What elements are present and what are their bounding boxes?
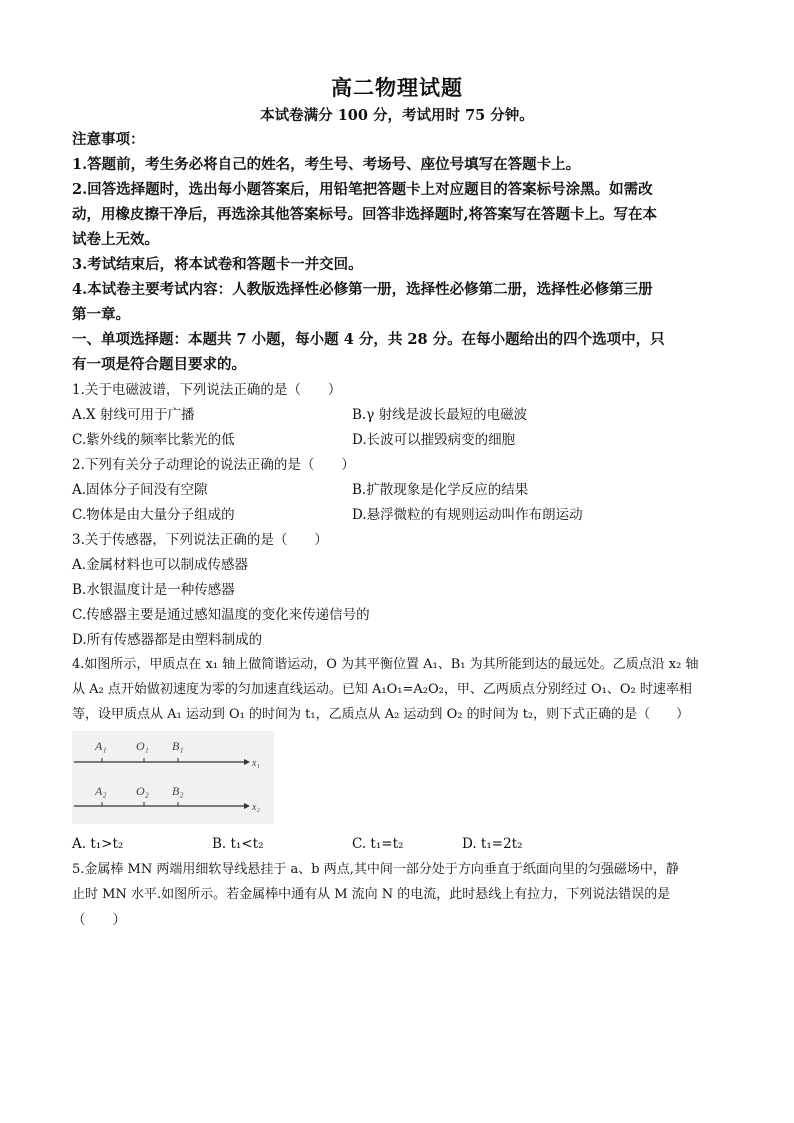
label-a2: A₂ [95,784,107,798]
label-o2: O₂ [136,784,149,798]
question-5-stem-line-2: 止时 MN 水平.如图所示。若金属棒中通有从 M 流向 N 的电流，此时悬线上有拉力，下列说法错误的是 [72,887,671,902]
page-title: 高二物理试题 [331,75,463,100]
question-4-stem-line-3: 等，设甲质点从 A₁ 运动到 O₁ 的时间为 t₁，乙质点从 A₂ 运动到 O₂ 的时间为 t₂，则下式正确的是（ ） [72,707,690,722]
question-1-stem: 1.关于电磁波谱，下列说法正确的是（ ） [72,382,342,398]
label-o1: O₁ [136,739,149,753]
question-4-stem-line-1: 4.如图所示，甲质点在 x₁ 轴上做简谐运动，O 为其平衡位置 A₁、B₁ 为其所能到达的最远处。乙质点沿 x₂ 轴 [72,657,699,672]
section-1-heading-line-2: 有一项是符合题目要求的。 [72,356,246,373]
question-4-option-a: A. t₁>t₂ [72,836,124,852]
notice-heading: 注意事项： [72,131,145,148]
notice-item-2-line-2: 动，用橡皮擦干净后，再选涂其他答案标号。回答非选择题时,将答案写在答题卡上。写在本 [72,206,658,223]
question-4-stem-line-2: 从 A₂ 点开始做初速度为零的匀加速直线运动。已知 A₁O₁=A₂O₂，甲、乙两质点分别经过 O₁、O₂ 时速率相 [72,682,692,697]
question-5-stem-line-3: （ ） [72,912,126,928]
label-b1: B₁ [172,739,184,753]
question-3-option-b: B.水银温度计是一种传感器 [72,582,235,598]
question-2-option-a: A.固体分子间没有空隙 [72,482,208,498]
question-4-option-c: C. t₁=t₂ [352,836,404,852]
axes-diagram [72,731,274,824]
notice-item-4-line-1: 4.本试卷主要考试内容：人教版选择性必修第一册，选择性必修第二册，选择性必修第三册 [72,281,653,298]
exam-info: 本试卷满分 100 分，考试用时 75 分钟。 [260,107,534,124]
x2-arrow-icon [244,803,250,809]
question-3-option-c: C.传感器主要是通过感知温度的变化来传递信号的 [72,607,370,623]
notice-item-2-line-1: 2.回答选择题时，选出每小题答案后，用铅笔把答题卡上对应题目的答案标号涂黑。如需改 [72,181,653,198]
question-3-option-a: A.金属材料也可以制成传感器 [72,557,249,573]
question-3-stem: 3.关于传感器，下列说法正确的是（ ） [72,532,328,548]
question-1-option-b: B.γ 射线是波长最短的电磁波 [352,407,528,423]
x1-arrow-icon [244,759,250,765]
question-5-stem-line-1: 5.金属棒 MN 两端用细软导线悬挂于 a、b 两点,其中间一部分处于方向垂直于纸面向里的匀强磁场中，静 [72,862,679,877]
notice-item-4-line-2: 第一章。 [72,306,130,323]
question-4-option-d: D. t₁=2t₂ [462,836,523,852]
question-4-option-b: B. t₁<t₂ [212,836,264,852]
label-x2: x₂ [252,802,260,813]
question-1-option-a: A.X 射线可用于广播 [72,407,195,423]
label-x1: x₁ [252,758,260,769]
question-2-option-d: D.悬浮微粒的有规则运动叫作布朗运动 [352,507,583,523]
question-2-option-c: C.物体是由大量分子组成的 [72,507,235,523]
question-1-option-d: D.长波可以摧毁病变的细胞 [352,432,516,448]
question-4-figure [72,731,274,824]
notice-item-2-line-3: 试卷上无效。 [72,231,159,248]
question-3-option-d: D.所有传感器都是由塑料制成的 [72,632,263,648]
notice-item-3: 3.考试结束后，将本试卷和答题卡一并交回。 [72,256,363,273]
label-b2: B₂ [172,784,184,798]
section-1-heading-line-1: 一、单项选择题：本题共 7 小题，每小题 4 分，共 28 分。在每小题给出的四个选项中，只 [72,331,665,348]
notice-item-1: 1.答题前，考生务必将自己的姓名，考生号、考场号、座位号填写在答题卡上。 [72,156,581,173]
label-a1: A₁ [95,739,107,753]
question-2-stem: 2.下列有关分子动理论的说法正确的是（ ） [72,457,355,473]
question-2-option-b: B.扩散现象是化学反应的结果 [352,482,529,498]
question-1-option-c: C.紫外线的频率比紫光的低 [72,432,235,448]
